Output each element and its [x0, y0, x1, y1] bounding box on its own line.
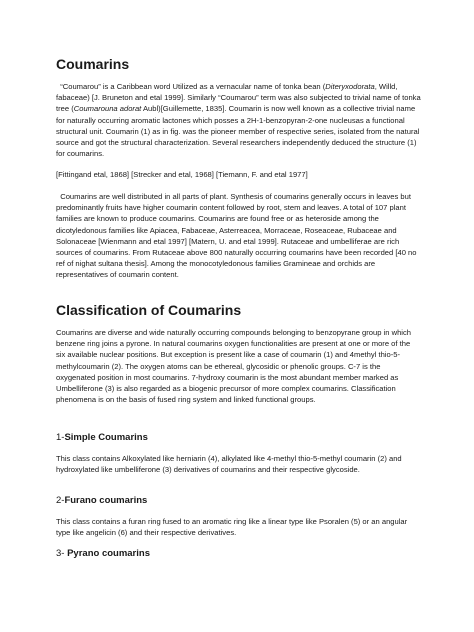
para1-text-a: “Coumarou” is a Caribbean word Utilized as a vernacular name of tonka bean ( [56, 82, 326, 91]
paragraph-references: [Fittingand etal, 1868] [Strecker and etal, 1968] [Tiemann, F. and etal 1977] [56, 170, 308, 179]
subheading-title: Furano coumarins [64, 495, 148, 506]
paragraph-distribution: Coumarins are well distributed in all parts of plant. Synthesis of coumarins generally occurs in leaves but predominantly fruits have higher coumarin content followed by root, stem and leaves. A total of 107 plant families are known to produce coumarins. Coumarins are found free or as heteroside among the dicotyledonous families like Apiacea, Fabaceae, Asterreacea, Morraceae, Roseaceae, Rubaceae and Solonaceae [Wienmann and etal 1997] [Matern, U. and etal 1999]. Rutaceae and umbelliferae are rich sources of coumarins. From Rutaceae above 800 naturally occurring coumarins have been recorded [40 no ref of nighat sultana thesis]. Among the monocotyledonous families Gramineae and orchids are representatives of coumarin content. [56, 192, 417, 280]
subheading-number: 1- [56, 432, 65, 443]
paragraph-furano-coumarins: This class contains a furan ring fused to an aromatic ring like a linear type like Psoralen (5) or an angular type like angelicin (6) and their respective derivatives. [56, 517, 408, 538]
paragraph-classification: Coumarins are diverse and wide naturally occurring compounds belonging to benzopyrane group in which benzene ring joins a pyrone. In natural coumarins oxygen functionalities are present at one or more of the six available nuclear positions. But exception is present like a case of coumarin (1) and 4methyl thio-5-methylcoumarin (2). The oxygen atoms can be ethereal, glycosidic or phenolic groups. C-7 is the oxygenated position in most coumarins. 7-hydroxy coumarin is the most abundant member marked as Umbelliferone (3) is also regarded as a biogenic precursor of more complex coumarins. Classification phenomena is on the basis of fused ring system and linked functional groups. [56, 328, 412, 405]
heading-classification: Classification of Coumarins [56, 302, 242, 318]
subheading-simple-coumarins [56, 432, 148, 443]
para1-italic-b: Coumarouna adorat [73, 104, 142, 114]
subheading-number: 2- [56, 495, 65, 506]
para1-italic-a: Diteryxodorata [325, 82, 375, 91]
para1-text-c: Aubl)[Guillemette, 1835]. Coumarin is now well known as a collective trivial name for naturally occurring aromatic lactones which posses a 2H-1-benzopyran-2-one nucleusas a functional structural unit. Coumarin (1) as in fig. was the pioneer member of respective series, isolated from the natural source and got the structural characterization. Several researchers independently deduced the structure (1) for coumarins. [56, 104, 420, 159]
paragraph-simple-coumarins: This class contains Alkoxylated like herniarin (4), alkylated like 4-methyl thio-5-methyl coumarin (2) and hydroxylated like umbelliferone (3) derivatives of coumarins and their respective glycoside. [56, 454, 402, 475]
subheading-furano-coumarins [56, 495, 147, 506]
subheading-title: Simple Coumarins [64, 432, 148, 443]
para1-text-b: , Willd, fabaceae) [J. Bruneton and etal 1999]. Similarly “Coumarou” term was also subjected to trivial name of tonka tree ( [56, 82, 421, 114]
paragraph-origin [56, 81, 421, 159]
subheading-number: 3- [56, 548, 68, 559]
heading-coumarins: Coumarins [56, 56, 130, 72]
subheading-title: Pyrano coumarins [67, 548, 150, 559]
subheading-pyrano-coumarins [56, 548, 150, 559]
